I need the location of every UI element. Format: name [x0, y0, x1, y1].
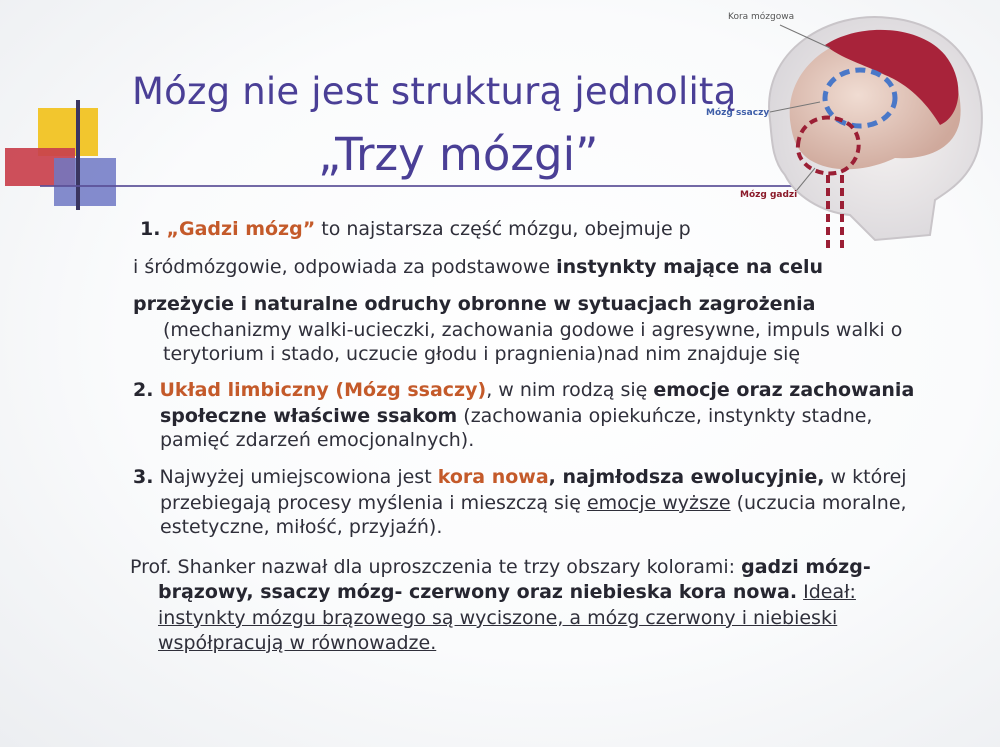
item3-line1	[133, 466, 907, 488]
label-reptile-brain: Mózg gadzi	[740, 190, 798, 200]
item3-text-underlined: emocje wyższe	[586, 492, 731, 514]
item1-term: „Gadzi mózg”	[166, 218, 316, 240]
label-mammal-brain: Mózg ssaczy	[706, 108, 770, 118]
footer-text-ideal: Ideał:	[803, 581, 856, 603]
item2-line2	[160, 405, 872, 427]
skull-brain-illustration	[700, 0, 1000, 260]
item3-term: kora nowa	[437, 466, 549, 488]
footer-line2	[158, 581, 856, 603]
item2-text-2rest: (zachowania opiekuńcze, instynkty stadne,	[463, 405, 873, 427]
item1-line5: terytorium i stado, uczucie głodu i pragnienia)nad nim znajduje się	[163, 343, 801, 365]
item1-text-2b: instynkty mające na celu	[556, 256, 824, 278]
item1-line3: przeżycie i naturalne odruchy obronne w sytuacjach zagrożenia	[133, 293, 816, 315]
footer-text-2bold: brązowy, ssaczy mózg- czerwony oraz niebieska kora nowa.	[158, 581, 798, 603]
footer-text-1a: Prof. Shanker nazwał dla uproszczenia te trzy obszary kolorami:	[130, 556, 736, 578]
item2-text-mid: , w nim rodzą się	[486, 379, 648, 401]
item2-term: Układ limbiczny (Mózg ssaczy)	[159, 379, 487, 401]
item1-line4: (mechanizmy walki-ucieczki, zachowania godowe i agresywne, impuls walki o	[163, 319, 903, 341]
footer-line4: współpracują w równowadze.	[158, 632, 437, 654]
item2-line1	[133, 379, 914, 401]
item1-text-2a: i śródmózgowie, odpowiada za podstawowe	[133, 256, 551, 278]
item3-text-2rest: (uczucia moralne,	[736, 492, 907, 514]
item1-line2	[133, 256, 823, 278]
footer-text-1b: gadzi mózg-	[741, 556, 871, 578]
item3-text-2a: przebiegają procesy myślenia i mieszczą się	[160, 492, 581, 514]
item2-text-2bold: społeczne właściwe ssakom	[160, 405, 458, 427]
item2-line3: pamięć zdarzeń emocjonalnych).	[160, 429, 475, 451]
item3-line3: estetyczne, miłość, przyjaźń).	[160, 516, 443, 538]
item2-number: 2.	[133, 379, 154, 401]
item3-line2	[160, 492, 907, 514]
brain-figure	[700, 0, 1000, 260]
item3-text-bold: , najmłodsza ewolucyjnie,	[548, 466, 825, 488]
footer-line1	[130, 556, 871, 578]
decor-vertical-line	[76, 100, 80, 210]
item3-text-1a: Najwyżej umiejscowiona jest	[159, 466, 432, 488]
slide-subtitle: „Trzy mózgi”	[318, 128, 599, 181]
footer-line3: instynkty mózgu brązowego są wyciszone, a mózg czerwony i niebieski	[158, 607, 838, 629]
slide-title: Mózg nie jest strukturą jednolitą	[132, 70, 737, 113]
item1-number: 1.	[140, 218, 161, 240]
item2-text-bold: emocje oraz zachowania	[653, 379, 915, 401]
decor-blue-square	[54, 158, 116, 206]
item3-number: 3.	[133, 466, 154, 488]
item3-text-1rest: w której	[830, 466, 907, 488]
item1-text: to najstarsza część mózgu, obejmuje p	[321, 218, 691, 240]
label-cortex: Kora mózgowa	[728, 12, 795, 22]
item1-line1	[140, 218, 691, 240]
